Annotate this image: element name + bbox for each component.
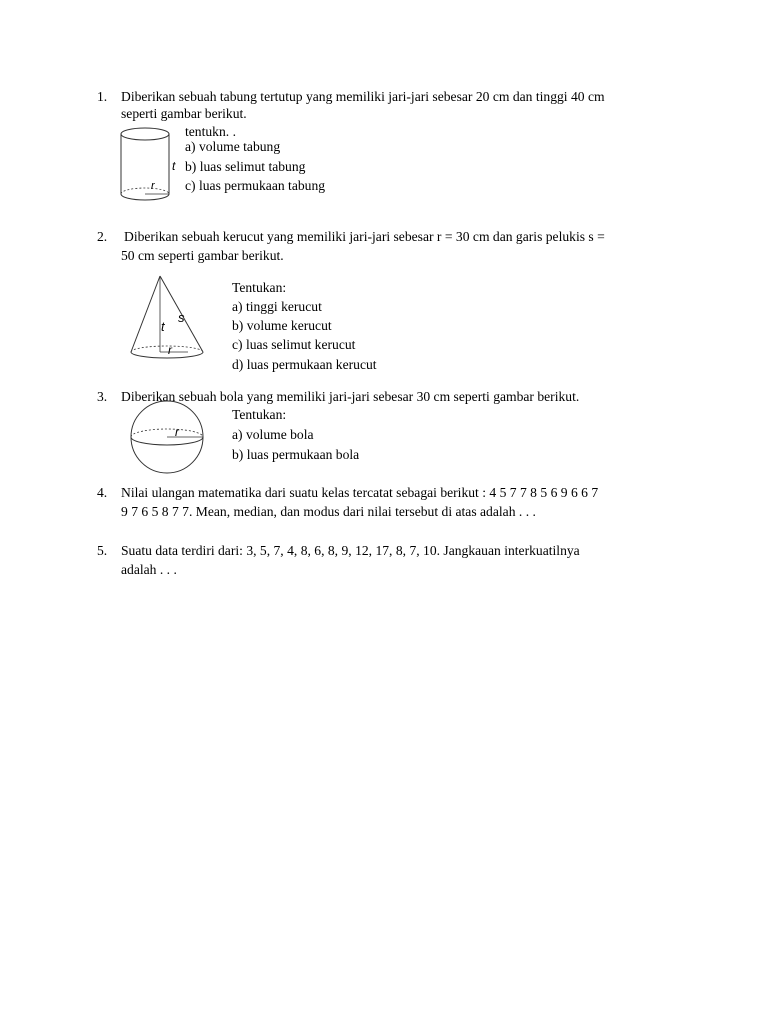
question-prompt: Tentukan: bbox=[232, 280, 287, 295]
question-text-line: 50 cm seperti gambar berikut. bbox=[121, 248, 284, 263]
cone-label-t: t bbox=[161, 319, 165, 334]
answer-item: c) luas selimut kerucut bbox=[232, 337, 356, 352]
answer-item: b) volume kerucut bbox=[232, 318, 332, 333]
question-number: 4. bbox=[97, 485, 108, 500]
answer-item: a) tinggi kerucut bbox=[232, 299, 322, 314]
answer-item: b) luas permukaan bola bbox=[232, 447, 360, 462]
question-prompt: Tentukan: bbox=[232, 407, 287, 422]
sphere-figure bbox=[128, 400, 208, 476]
question-text-line: Diberikan sebuah kerucut yang memiliki jari-jari sebesar r = 30 cm dan garis pelukis s = bbox=[124, 229, 605, 244]
cone-label-s: s bbox=[178, 310, 185, 325]
question-text-line: Diberikan sebuah tabung tertutup yang memiliki jari-jari sebesar 20 cm dan tinggi 40 cm bbox=[121, 89, 605, 104]
sphere-label-r: r bbox=[175, 425, 179, 439]
question-text-line: Diberikan sebuah bola yang memiliki jari-jari sebesar 30 cm seperti gambar berikut. bbox=[121, 389, 580, 404]
answer-item: b) luas selimut tabung bbox=[185, 159, 306, 174]
question-text-line: adalah . . . bbox=[121, 562, 177, 577]
question-number: 3. bbox=[97, 389, 108, 404]
question-number: 1. bbox=[97, 89, 108, 104]
cylinder-label-r: r bbox=[151, 180, 155, 192]
question-text-line: 9 7 6 5 8 7 7. Mean, median, dan modus dari nilai tersebut di atas adalah . . . bbox=[121, 504, 536, 519]
cone-label-r: r bbox=[168, 343, 172, 357]
cylinder-label-t: t bbox=[172, 159, 176, 173]
answer-item: a) volume tabung bbox=[185, 139, 281, 154]
answer-item: c) luas permukaan tabung bbox=[185, 178, 326, 193]
question-text-line: Suatu data terdiri dari: 3, 5, 7, 4, 8, 6, 8, 9, 12, 17, 8, 7, 10. Jangkauan interkuatilnya bbox=[121, 543, 580, 558]
question-prompt: tentukn. . bbox=[185, 124, 236, 139]
answer-item: d) luas permukaan kerucut bbox=[232, 357, 377, 372]
question-number: 5. bbox=[97, 543, 108, 558]
question-text-line: Nilai ulangan matematika dari suatu kelas tercatat sebagai berikut : 4 5 7 7 8 5 6 9 6 6 7 bbox=[121, 485, 599, 500]
question-number: 2. bbox=[97, 229, 108, 244]
question-text-line: seperti gambar berikut. bbox=[121, 106, 247, 121]
answer-item: a) volume bola bbox=[232, 427, 314, 442]
